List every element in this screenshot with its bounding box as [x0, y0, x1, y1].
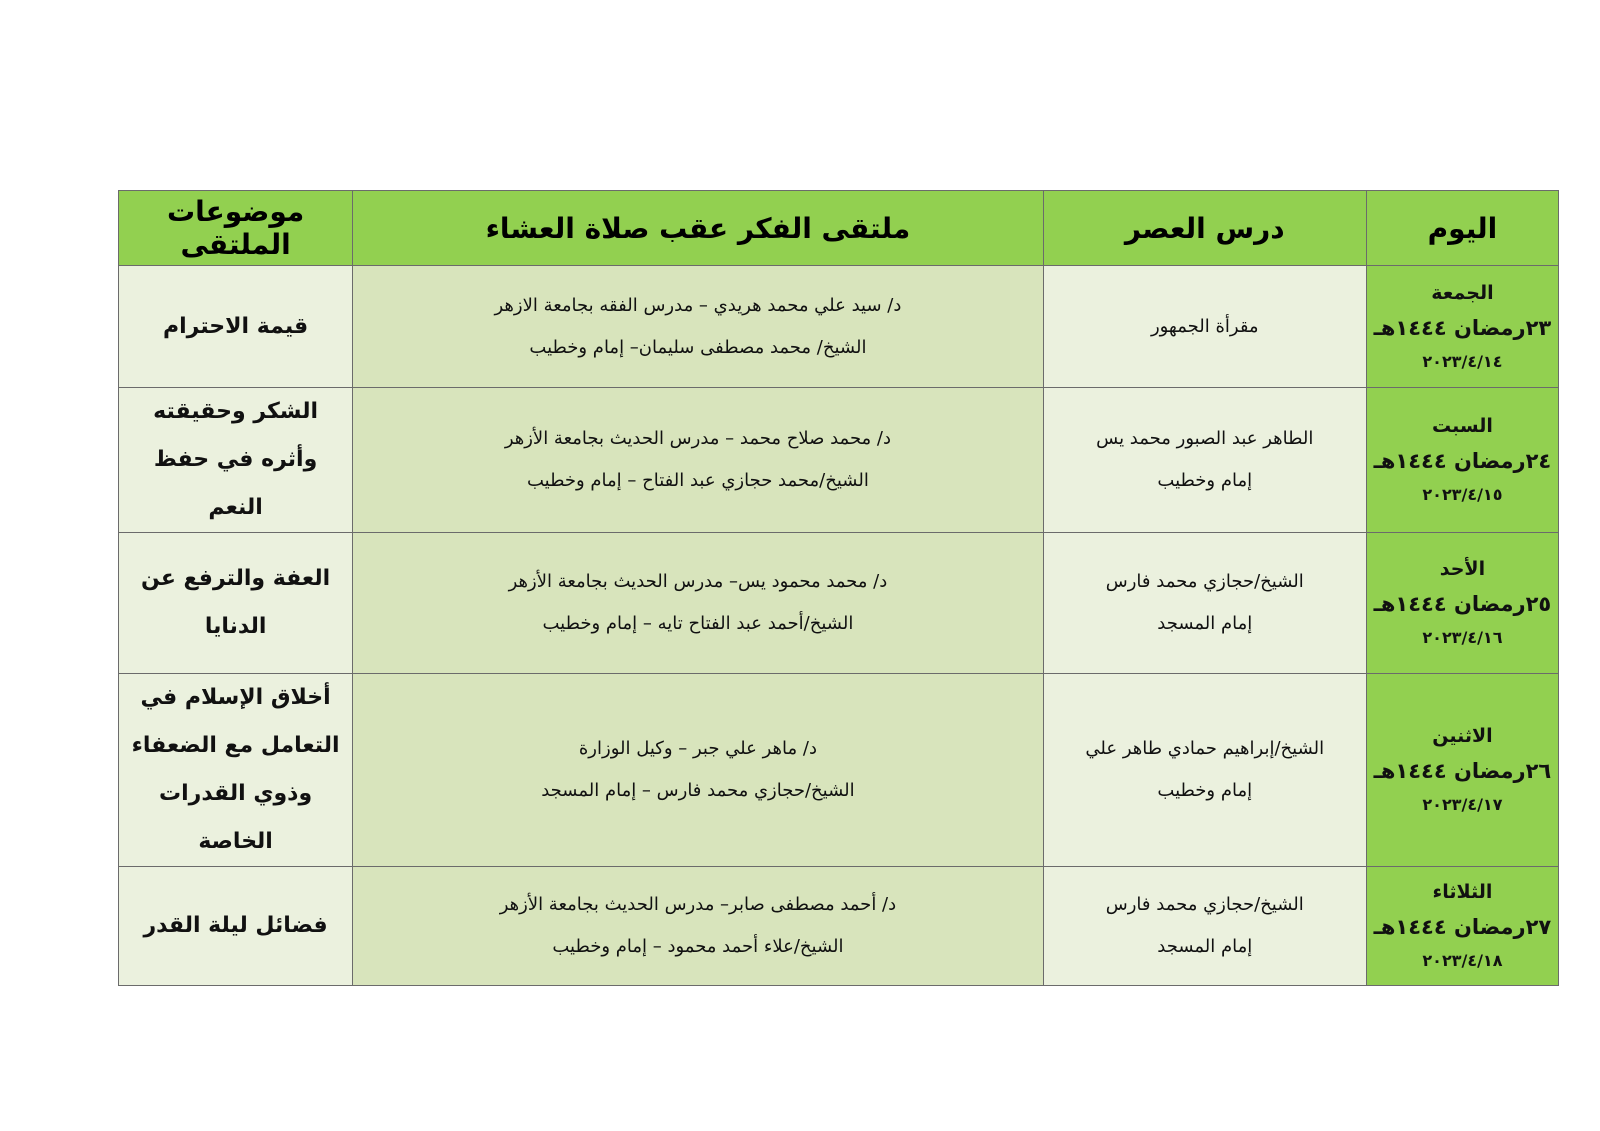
table-row: [119, 533, 1559, 674]
header-day: اليوم: [1366, 191, 1558, 266]
gregorian-date: ٢٠٢٣/٤/١٧: [1422, 795, 1503, 814]
day-cell: [1366, 266, 1558, 388]
asr-line: الطاهر عبد الصبور محمد يس: [1096, 428, 1314, 449]
table-header: [119, 191, 1559, 266]
asr-line: الشيخ/إبراهيم حمادي طاهر علي: [1085, 738, 1325, 759]
hijri-date: ٢٣رمضان ١٤٤٤هـ: [1373, 315, 1552, 340]
gregorian-date: ٢٠٢٣/٤/١٨: [1422, 951, 1503, 970]
asr-line: إمام وخطيب: [1157, 470, 1253, 491]
day-cell: [1366, 533, 1558, 674]
hijri-date: ٢٧رمضان ١٤٤٤هـ: [1373, 915, 1552, 939]
forum-line: الشيخ/محمد حجازي عبد الفتاح – إمام وخطيب: [527, 470, 869, 491]
forum-line: د/ محمد صلاح محمد – مدرس الحديث بجامعة الأزهر: [504, 428, 892, 449]
table-row: [119, 388, 1559, 533]
asr-lesson-cell: [1043, 674, 1366, 867]
forum-cell: [353, 867, 1043, 986]
forum-cell: [353, 266, 1043, 388]
table-row: [119, 266, 1559, 388]
header-forum: ملتقى الفكر عقب صلاة العشاء: [353, 191, 1043, 266]
asr-line: الشيخ/حجازي محمد فارس: [1105, 571, 1304, 592]
forum-line: الشيخ/حجازي محمد فارس – إمام المسجد: [541, 780, 855, 801]
forum-cell: [353, 674, 1043, 867]
asr-line: الشيخ/حجازي محمد فارس: [1105, 894, 1304, 915]
day-cell: [1366, 867, 1558, 986]
topic-cell: أخلاق الإسلام في التعامل مع الضعفاء وذوي القدرات الخاصة: [119, 674, 353, 867]
forum-line: الشيخ/ محمد مصطفى سليمان– إمام وخطيب: [529, 336, 867, 358]
asr-lesson-cell: [1043, 533, 1366, 674]
header-topics: موضوعات الملتقى: [119, 191, 353, 266]
asr-line: مقرأة الجمهور: [1150, 315, 1259, 337]
topic-cell: العفة والترفع عن الدنايا: [119, 533, 353, 674]
table-row: [119, 674, 1559, 867]
forum-line: د/ ماهر علي جبر – وكيل الوزارة: [578, 738, 817, 759]
asr-line: إمام المسجد: [1157, 613, 1253, 634]
forum-line: الشيخ/علاء أحمد محمود – إمام وخطيب: [552, 936, 844, 957]
forum-line: د/ سيد علي محمد هريدي – مدرس الفقه بجامعة الازهر: [494, 294, 902, 316]
table-body: [119, 266, 1559, 986]
forum-line: الشيخ/أحمد عبد الفتاح تايه – إمام وخطيب: [542, 613, 854, 634]
day-cell: [1366, 674, 1558, 867]
hijri-date: ٢٦رمضان ١٤٤٤هـ: [1373, 759, 1552, 783]
hijri-date: ٢٤رمضان ١٤٤٤هـ: [1373, 449, 1552, 473]
header-asr-lesson: درس العصر: [1043, 191, 1366, 266]
gregorian-date: ٢٠٢٣/٤/١٤: [1422, 351, 1503, 371]
forum-line: د/ أحمد مصطفى صابر– مدرس الحديث بجامعة الأزهر: [499, 894, 897, 915]
topic-cell: فضائل ليلة القدر: [119, 867, 353, 986]
table-row: [119, 867, 1559, 986]
asr-lesson-cell: [1043, 388, 1366, 533]
day-name: الأحد: [1439, 558, 1486, 580]
gregorian-date: ٢٠٢٣/٤/١٥: [1422, 485, 1503, 504]
asr-lesson-cell: [1043, 867, 1366, 986]
day-name: الثلاثاء: [1432, 881, 1493, 903]
topic-cell: الشكر وحقيقته وأثره في حفظ النعم: [119, 388, 353, 533]
ramadan-schedule-table: [118, 190, 1559, 986]
day-name: الاثنين: [1432, 725, 1493, 747]
asr-lesson-cell: [1043, 266, 1366, 388]
hijri-date: ٢٥رمضان ١٤٤٤هـ: [1373, 592, 1552, 616]
forum-line: د/ محمد محمود يس– مدرس الحديث بجامعة الأزهر: [508, 571, 888, 592]
day-name: السبت: [1432, 415, 1493, 437]
forum-cell: [353, 388, 1043, 533]
topic-cell: قيمة الاحترام: [119, 266, 353, 388]
header-row: [119, 191, 1559, 266]
gregorian-date: ٢٠٢٣/٤/١٦: [1422, 628, 1503, 647]
day-name: الجمعة: [1431, 281, 1494, 304]
asr-line: إمام المسجد: [1157, 936, 1253, 957]
asr-line: إمام وخطيب: [1157, 780, 1253, 801]
forum-cell: [353, 533, 1043, 674]
day-cell: [1366, 388, 1558, 533]
